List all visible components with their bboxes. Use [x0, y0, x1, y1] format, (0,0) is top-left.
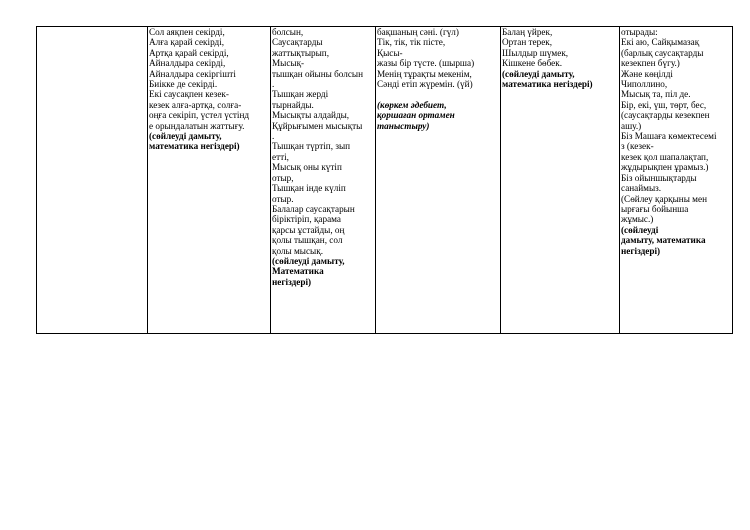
cell-text-line: біріктіріп, қарама [272, 214, 341, 225]
cell-text-line: Бір, екі, үш, төрт, бес, [621, 99, 707, 110]
cell-text-line: Екі аю, Сайқымазақ [621, 37, 700, 48]
cell-text-line: Мысықты алдайды, [272, 110, 350, 121]
table-cell-4 [501, 27, 620, 334]
lesson-plan-table [36, 26, 733, 334]
cell-text-line: Құйрығымен мысықты [272, 120, 363, 131]
cell-text-line: Тышқан түртіп, зып [272, 141, 351, 152]
cell-text-line: тышқан ойыны болсын [272, 68, 363, 79]
cell-text-line: санаймыз. [621, 183, 662, 194]
subject-tag-line: (сөйлеуді [621, 224, 659, 235]
subject-tag-line: (сөйлеуді дамыту, [272, 255, 345, 266]
table-cell-3 [376, 27, 501, 334]
cell-text-line: Және көңілді [621, 68, 673, 79]
cell-text-line: жұмыс.) [621, 214, 654, 225]
cell-text-line: Ортан терек, [502, 37, 553, 48]
cell-text-line: кезек алға-артқа, солға- [149, 99, 242, 110]
table-cell-5 [620, 27, 733, 334]
cell-text-line: (барлық саусақтарды [621, 47, 704, 58]
cell-text-line: жазы бір түсте. (шырша) [377, 58, 475, 69]
cell-text-line: Алға қарай секірді, [149, 37, 225, 48]
cell-text-line: қарсы ұстайды, оң [272, 224, 345, 235]
subject-tag-line: (сөйлеуді дамыту, [502, 68, 575, 79]
cell-text-line: Біз ойыншықтарды [621, 172, 697, 183]
cell-text-line: Тышқан жерді [272, 89, 329, 100]
subject-tag-line: қоршаған ортамен [377, 110, 455, 121]
subject-tag-line: математика негіздері) [502, 79, 593, 90]
cell-text-line: Биікке де секірді. [149, 79, 218, 90]
cell-text-line: Екі саусақпен кезек- [149, 89, 229, 100]
cell-text-line [377, 89, 499, 99]
cell-text-line: . [272, 79, 275, 90]
cell-text-line: Балаң үйрек, [502, 27, 553, 37]
cell-text-line: (Сөйлеу қарқыны мен [621, 193, 707, 204]
cell-text-line: е орындалатын жаттығу. [149, 120, 245, 131]
cell-text-line: Шылдыр шүмек, [502, 47, 569, 58]
subject-tag-line: таныстыру) [377, 120, 430, 131]
table-cell-0 [37, 27, 148, 334]
cell-text-line: (саусақтарды кезекпен [621, 110, 710, 121]
cell-text-line: Менің тұрақты мекенім, [377, 68, 472, 79]
cell-text-line: Саусақтарды [272, 37, 323, 48]
subject-tag-line: Математика [272, 266, 324, 277]
cell-text-line: Мысық та, піл де. [621, 89, 691, 100]
subject-tag-line: негіздері) [272, 276, 312, 287]
cell-text-line: . [272, 131, 275, 142]
cell-text-line: оңға секіріп, үстел үстінд [149, 110, 250, 121]
cell-text-line: отырады: [621, 27, 658, 37]
cell-text-line: Айналдыра секірді, [149, 58, 226, 69]
cell-text-line: ашу.) [621, 120, 642, 131]
table-row [37, 27, 733, 334]
cell-text-line: отыр, [272, 172, 294, 183]
cell-text-line: жаттықтырып, [272, 47, 330, 58]
cell-text-line: Сәнді етіп жүремін. (үй) [377, 79, 473, 90]
subject-tag-line: (сөйлеуді дамыту, [149, 131, 222, 142]
cell-text-line: кезек қол шапалақтап, [621, 151, 709, 162]
cell-text-line: Мысық оны күтіп [272, 162, 342, 173]
cell-text-line: Біз Машаға көмектесемі [621, 131, 717, 142]
cell-text-line: етті, [272, 151, 289, 162]
cell-text-line: бақшаның сәні. (гүл) [377, 27, 459, 37]
cell-text-line: жұдырықпен ұрамыз.) [621, 162, 709, 173]
cell-text-line: Чиполлино, [621, 79, 668, 90]
subject-tag-line: дамыту, математика [621, 235, 706, 246]
cell-text-line: болсын, [272, 27, 304, 37]
cell-text-line: Артқа қарай секірді, [149, 47, 229, 58]
cell-text-line: з (кезек- [621, 141, 654, 152]
cell-text-line: ырғағы бойынша [621, 203, 689, 214]
cell-text-line: қолы тышқан, сол [272, 235, 343, 246]
cell-text-line: Мысық- [272, 58, 305, 69]
subject-tag-line: (көркем әдебиет, [377, 99, 447, 110]
table-cell-1 [148, 27, 271, 334]
cell-text-line: Сол аяқпен секірді, [149, 27, 225, 37]
cell-text-line: Балалар саусақтарын [272, 203, 355, 214]
cell-text-line: отыр. [272, 193, 294, 204]
table-cell-2 [271, 27, 376, 334]
cell-text-line: тырнайды. [272, 99, 314, 110]
subject-tag-line: негіздері) [621, 245, 661, 256]
cell-text-line: кезекпен бүгу.) [621, 58, 680, 69]
cell-text-line: Кішкене бөбек. [502, 58, 563, 69]
cell-text-line: Қысы- [377, 47, 403, 58]
cell-text-line: Тік, тік, тік пісте, [377, 37, 446, 48]
subject-tag-line: математика негіздері) [149, 141, 240, 152]
cell-text-line: Айналдыра секіргішті [149, 68, 236, 79]
cell-text-line: қолы мысық. [272, 245, 323, 256]
cell-text-line: Тышқан інде күліп [272, 183, 346, 194]
